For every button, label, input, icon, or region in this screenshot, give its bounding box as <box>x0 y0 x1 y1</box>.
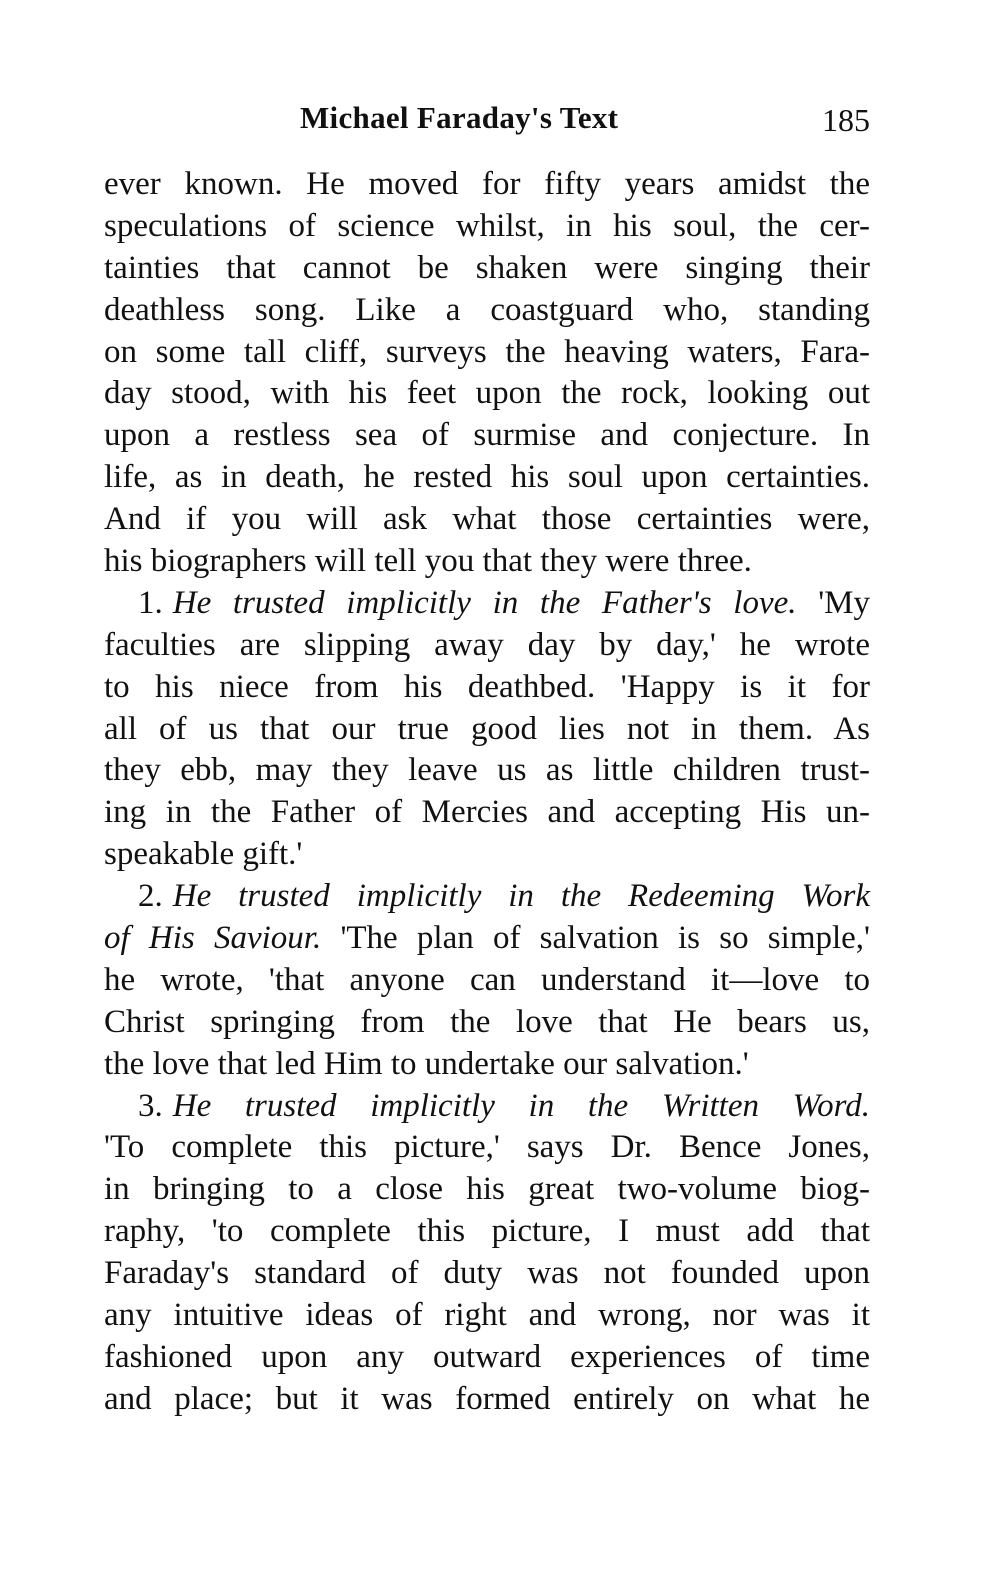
text-line: life, as in death, he rested his soul upon certainties. <box>104 459 870 496</box>
text-line: speakable gift.' <box>104 836 303 873</box>
point-2-number: 2. <box>138 878 163 915</box>
text-line: the love that led Him to undertake our salvation.' <box>104 1045 749 1082</box>
text-line: And if you will ask what those certainties were, <box>104 501 870 538</box>
point-1-rest: 'My <box>818 584 871 621</box>
point-2-heading: He trusted implicitly in the Redeeming Work <box>172 878 870 915</box>
point-2-heading-line-2 <box>104 918 870 960</box>
point-2-rest: 'The plan of salvation is so simple,' <box>340 920 871 957</box>
text-line: deathless song. Like a coastguard who, standing <box>104 291 870 328</box>
text-line: on some tall cliff, surveys the heaving waters, Fara- <box>104 333 870 370</box>
page-number: 185 <box>822 102 870 138</box>
point-2-heading-line <box>104 876 870 918</box>
point-1-heading: He trusted implicitly in the Father's love. <box>172 584 797 621</box>
point-3-heading-line <box>104 1086 870 1128</box>
text-line: day stood, with his feet upon the rock, looking out <box>104 375 870 412</box>
text-line: faculties are slipping away day by day,' he wrote <box>104 626 870 663</box>
text-line: Faraday's standard of duty was not founded upon <box>104 1255 870 1292</box>
text-line: ing in the Father of Mercies and accepting His un- <box>104 794 870 831</box>
running-title: Michael Faraday's Text <box>300 100 619 135</box>
text-line: raphy, 'to complete this picture, I must add that <box>104 1213 870 1250</box>
point-3-number: 3. <box>138 1087 163 1124</box>
text-line: they ebb, may they leave us as little children trust- <box>104 752 870 789</box>
text-line: his biographers will tell you that they were three. <box>104 543 752 580</box>
running-head <box>104 100 870 144</box>
point-2-heading-cont: of His Saviour. <box>104 920 322 957</box>
point-1-heading-line <box>104 583 870 625</box>
text-line: all of us that our true good lies not in them. As <box>104 710 870 747</box>
point-3-heading: He trusted implicitly in the Written Word. <box>172 1087 870 1124</box>
text-line: Christ springing from the love that He bears us, <box>104 1003 870 1040</box>
point-1-number: 1. <box>138 584 163 621</box>
text-line: 'To complete this picture,' says Dr. Bence Jones, <box>104 1129 870 1166</box>
text-line: ever known. He moved for fifty years amidst the <box>104 166 870 202</box>
text-line: upon a restless sea of surmise and conjecture. In <box>104 417 870 454</box>
text-line: any intuitive ideas of right and wrong, nor was it <box>104 1297 870 1334</box>
text-line: in bringing to a close his great two-volume biog- <box>104 1171 870 1208</box>
text-line: tainties that cannot be shaken were singing their <box>104 249 870 286</box>
text-line: to his niece from his deathbed. 'Happy is it for <box>104 668 870 705</box>
text-line: fashioned upon any outward experiences of time <box>104 1338 870 1375</box>
text-line: and place; but it was formed entirely on what he <box>104 1380 870 1417</box>
text-line: he wrote, 'that anyone can understand it—love to <box>104 961 870 998</box>
text-line: speculations of science whilst, in his soul, the cer- <box>104 207 870 244</box>
body-text <box>104 164 870 1421</box>
